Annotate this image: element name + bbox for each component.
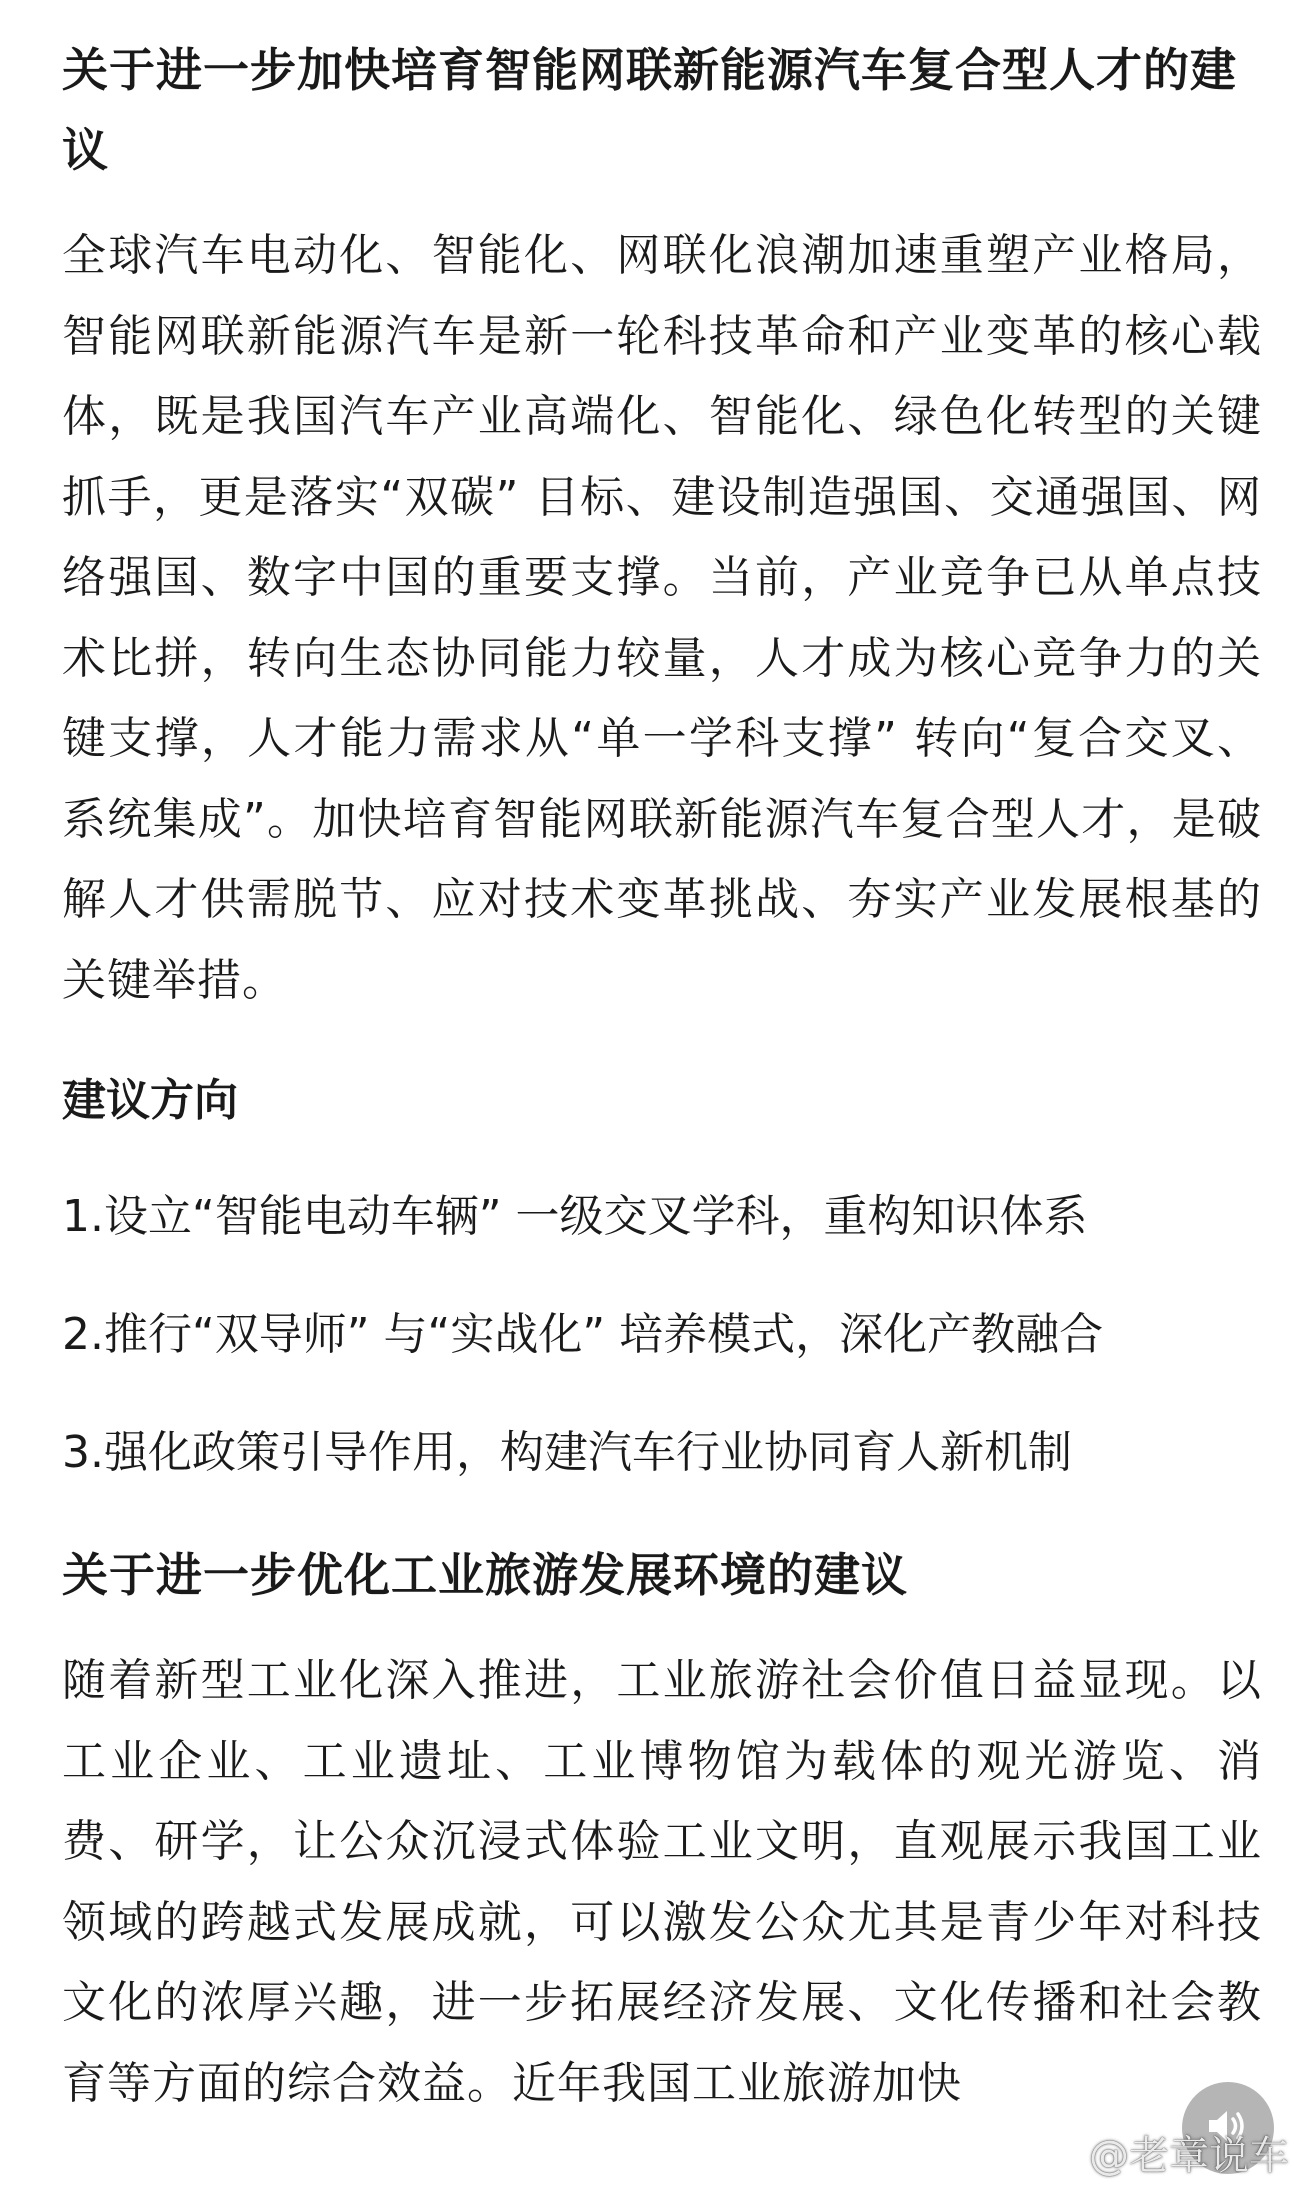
list-item: 3.强化政策引导作用，构建汽车行业协同育人新机制	[62, 1427, 1072, 1478]
paragraph-1: 全球汽车电动化、智能化、网联化浪潮加速重塑产业格局，智能网联新能源汽车是新一轮科技革命和产业变革的核心载体，既是我国汽车产业高端化、智能化、绿色化转型的关键抓手，更是落实“双碳” 目标、建设制造强国、交通强国、网络强国、数字中国的重要支撑。当前，产业竞争已从单点技术比拼，转向生态协同能力较量，人才成为核心竞争力的关键支撑，人才能力需求从“单一学科支撑” 转向“复合交叉、系统集成”。加快培育智能网联新能源汽车复合型人才，是破解人才供需脱节、应对技术变革挑战、夯实产业发展根基的关键举措。	[62, 230, 1262, 1006]
section-heading: 建议方向	[62, 1075, 238, 1126]
paragraph-2: 随着新型工业化深入推进，工业旅游社会价值日益显现。以工业企业、工业遗址、工业博物馆为载体的观光游览、消费、研学，让公众沉浸式体验工业文明，直观展示我国工业领域的跨越式发展成就，可以激发公众尤其是青少年对科技文化的浓厚兴趣，进一步拓展经济发展、文化传播和社会教育等方面的综合效益。近年我国工业旅游加快	[62, 1655, 1262, 2109]
article-title-1: 关于进一步加快培育智能网联新能源汽车复合型人才的建议	[62, 43, 1237, 177]
article-title-2: 关于进一步优化工业旅游发展环境的建议	[62, 1548, 908, 1602]
list-item: 2.推行“双导师” 与“实战化” 培养模式，深化产教融合	[62, 1309, 1104, 1360]
list-item: 1.设立“智能电动车辆” 一级交叉学科，重构知识体系	[62, 1191, 1088, 1242]
watermark: @老章说车	[1089, 2133, 1289, 2179]
article	[62, 30, 1262, 2124]
